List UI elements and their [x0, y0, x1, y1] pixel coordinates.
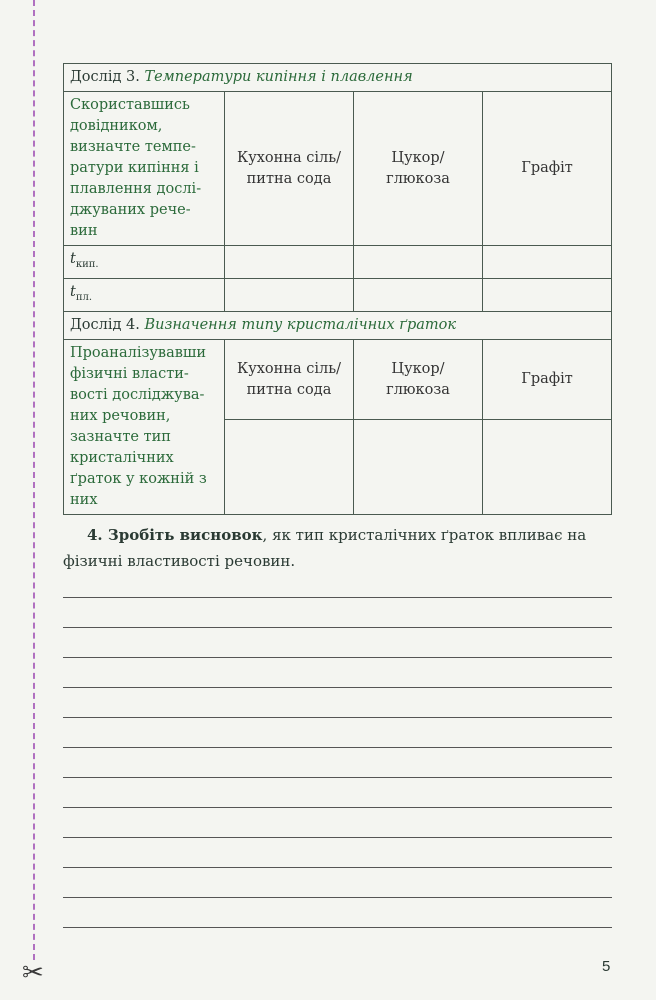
exp4-label: Дослід 4. [70, 317, 140, 333]
col-sugar: Цукор/ глюкоза [354, 92, 483, 246]
answer-line[interactable] [63, 808, 612, 838]
answer-line[interactable] [63, 688, 612, 718]
answer-line[interactable] [63, 838, 612, 868]
t-symbol: t [70, 251, 76, 267]
cut-line [33, 0, 35, 960]
answer-lines[interactable] [63, 568, 612, 928]
cell[interactable] [483, 246, 612, 279]
answer-line[interactable] [63, 778, 612, 808]
exp3-title: Температури кипіння і плавлення [144, 69, 413, 85]
experiments-table [63, 63, 612, 515]
answer-line[interactable] [63, 658, 612, 688]
col-graphite: Графіт [483, 340, 612, 420]
page-number: 5 [602, 958, 611, 975]
row-boiling [64, 246, 225, 279]
col-graphite: Графіт [483, 92, 612, 246]
t-sub: пл. [75, 292, 93, 303]
cell[interactable] [225, 279, 354, 312]
conclusion-task [63, 522, 615, 574]
exp4-header [64, 312, 612, 340]
t-sub: кип. [75, 259, 99, 270]
scissors-icon: ✂ [22, 958, 44, 988]
answer-line[interactable] [63, 868, 612, 898]
answer-line[interactable] [63, 568, 612, 598]
t-symbol: t [70, 284, 76, 300]
cell[interactable] [225, 246, 354, 279]
answer-line[interactable] [63, 718, 612, 748]
answer-line[interactable] [63, 898, 612, 928]
exp3-header [64, 64, 612, 92]
conclusion-bold: 4. Зробіть висновок [87, 526, 263, 544]
col-sugar: Цукор/ глюкоза [354, 340, 483, 420]
answer-line[interactable] [63, 748, 612, 778]
cell[interactable] [483, 279, 612, 312]
cell[interactable] [354, 420, 483, 515]
row-melting [64, 279, 225, 312]
exp4-title: Визначення типу кристалічних ґраток [144, 317, 457, 333]
exp3-label: Дослід 3. [70, 69, 140, 85]
conclusion-text: , як тип кристалічних ґраток впливає на фізичні властивості речовин. [63, 526, 587, 570]
col-salt: Кухонна сіль/питна сода [225, 340, 354, 420]
col-salt: Кухонна сіль/питна сода [225, 92, 354, 246]
cell[interactable] [354, 279, 483, 312]
answer-line[interactable] [63, 598, 612, 628]
cell[interactable] [354, 246, 483, 279]
answer-line[interactable] [63, 628, 612, 658]
cell[interactable] [225, 420, 354, 515]
exp4-instruction: Проаналізувавши фізичні власти-вості досліджува-них речовин, зазначте тип кристалічних ґраток у кожній з них [64, 340, 225, 515]
exp3-instruction: Скориставшись довідником, визначте темпе-ратури кипіння і плавлення дослі-джуваних рече-вин [64, 92, 225, 246]
cell[interactable] [483, 420, 612, 515]
